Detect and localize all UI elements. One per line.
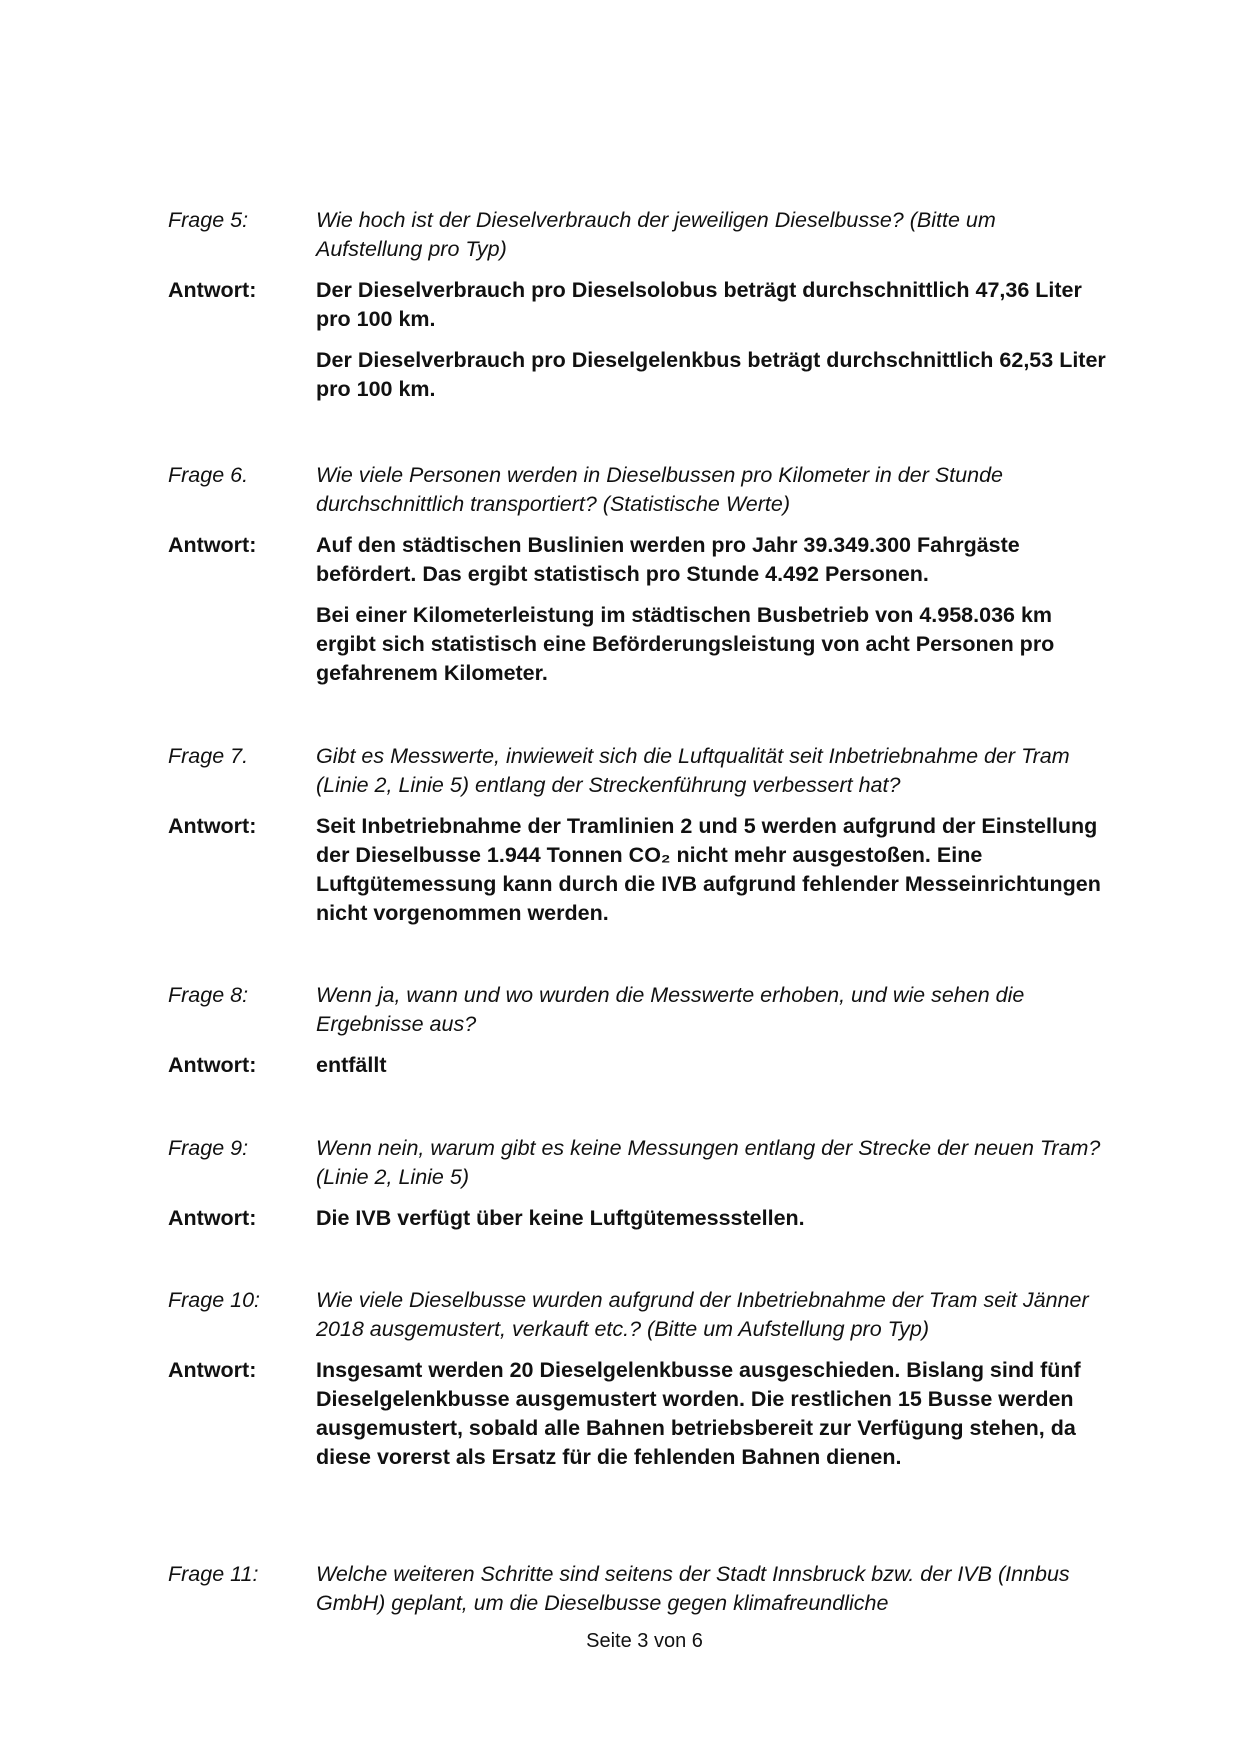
question-text: Gibt es Messwerte, inwieweit sich die Luftqualität seit Inbetriebnahme der Tram (Linie 2, Linie 5) entlang der Streckenführung verbessert hat?: [316, 744, 1070, 797]
question-row: [0, 1560, 1241, 1618]
qa-block-5: [0, 206, 1241, 404]
answer-paragraph: Die IVB verfügt über keine Luftgütemessstellen.: [316, 1206, 805, 1230]
answer-text: [316, 1204, 1106, 1233]
qa-block-9: [0, 1134, 1241, 1233]
question-row: [0, 1134, 1241, 1192]
answer-label: Antwort:: [168, 533, 257, 557]
page-number-footer: Seite 3 von 6: [586, 1630, 703, 1652]
answer-row: [0, 276, 1241, 404]
question-label: Frage 8:: [168, 983, 249, 1007]
question-text: Wie viele Dieselbusse wurden aufgrund der Inbetriebnahme der Tram seit Jänner 2018 ausgemustert, verkauft etc.? (Bitte um Aufstellung pro Typ): [316, 1288, 1089, 1341]
answer-paragraph: entfällt: [316, 1053, 387, 1077]
answer-row: [0, 531, 1241, 688]
question-row: [0, 981, 1241, 1039]
answer-text: [316, 276, 1106, 404]
question-row: [0, 742, 1241, 800]
answer-paragraph: Der Dieselverbrauch pro Dieselsolobus beträgt durchschnittlich 47,36 Liter pro 100 km.: [316, 278, 1082, 331]
question-label: Frage 11:: [168, 1562, 259, 1586]
answer-row: [0, 1356, 1241, 1472]
answer-paragraph: Der Dieselverbrauch pro Dieselgelenkbus beträgt durchschnittlich 62,53 Liter pro 100 km.: [316, 348, 1106, 401]
question-text: Wie viele Personen werden in Dieselbussen pro Kilometer in der Stunde durchschnittlich transportiert? (Statistische Werte): [316, 463, 1003, 516]
answer-label: Antwort:: [168, 1358, 257, 1382]
answer-paragraph: Seit Inbetriebnahme der Tramlinien 2 und 5 werden aufgrund der Einstellung der Dieselbusse 1.944 Tonnen CO₂ nicht mehr ausgestoßen. Eine Luftgütemessung kann durch die IVB aufgrund fehlender Messeinrichtungen nicht vorgenommen werden.: [316, 814, 1101, 925]
qa-block-7: [0, 742, 1241, 928]
question-row: [0, 1286, 1241, 1344]
answer-label: Antwort:: [168, 814, 257, 838]
question-row: [0, 461, 1241, 519]
question-label: Frage 9:: [168, 1136, 249, 1160]
answer-paragraph: Auf den städtischen Buslinien werden pro Jahr 39.349.300 Fahrgäste befördert. Das ergibt statistisch pro Stunde 4.492 Personen.: [316, 533, 1020, 586]
qa-block-6: [0, 461, 1241, 688]
answer-text: [316, 812, 1106, 928]
answer-text: [316, 1356, 1106, 1472]
qa-block-11: [0, 1560, 1241, 1630]
qa-block-10: [0, 1286, 1241, 1472]
answer-paragraph: Insgesamt werden 20 Dieselgelenkbusse ausgeschieden. Bislang sind fünf Dieselgelenkbusse ausgemustert worden. Die restlichen 15 Busse werden ausgemustert, sobald alle Bahnen betriebsbereit zur Verfügung stehen, da diese vorerst als Ersatz für die fehlenden Bahnen dienen.: [316, 1358, 1081, 1469]
question-label: Frage 7.: [168, 744, 249, 768]
answer-label: Antwort:: [168, 278, 257, 302]
question-text: Wenn nein, warum gibt es keine Messungen entlang der Strecke der neuen Tram? (Linie 2, Linie 5): [316, 1136, 1101, 1189]
answer-text: [316, 1051, 1106, 1080]
answer-row: [0, 1204, 1241, 1233]
question-row: [0, 206, 1241, 264]
answer-row: [0, 812, 1241, 928]
answer-row: [0, 1051, 1241, 1080]
question-text: Wie hoch ist der Dieselverbrauch der jeweiligen Dieselbusse? (Bitte um Aufstellung pro Typ): [316, 208, 996, 261]
answer-paragraph: Bei einer Kilometerleistung im städtischen Busbetrieb von 4.958.036 km ergibt sich statistisch eine Beförderungsleistung von acht Personen pro gefahrenem Kilometer.: [316, 603, 1055, 685]
question-label: Frage 6.: [168, 463, 249, 487]
question-text: Wenn ja, wann und wo wurden die Messwerte erhoben, und wie sehen die Ergebnisse aus?: [316, 983, 1025, 1036]
question-text: Welche weiteren Schritte sind seitens der Stadt Innsbruck bzw. der IVB (Innbus GmbH) geplant, um die Dieselbusse gegen klimafreundliche: [316, 1562, 1070, 1615]
question-label: Frage 5:: [168, 208, 249, 232]
answer-label: Antwort:: [168, 1053, 257, 1077]
qa-block-8: [0, 981, 1241, 1080]
answer-text: [316, 531, 1106, 688]
answer-label: Antwort:: [168, 1206, 257, 1230]
question-label: Frage 10:: [168, 1288, 261, 1312]
